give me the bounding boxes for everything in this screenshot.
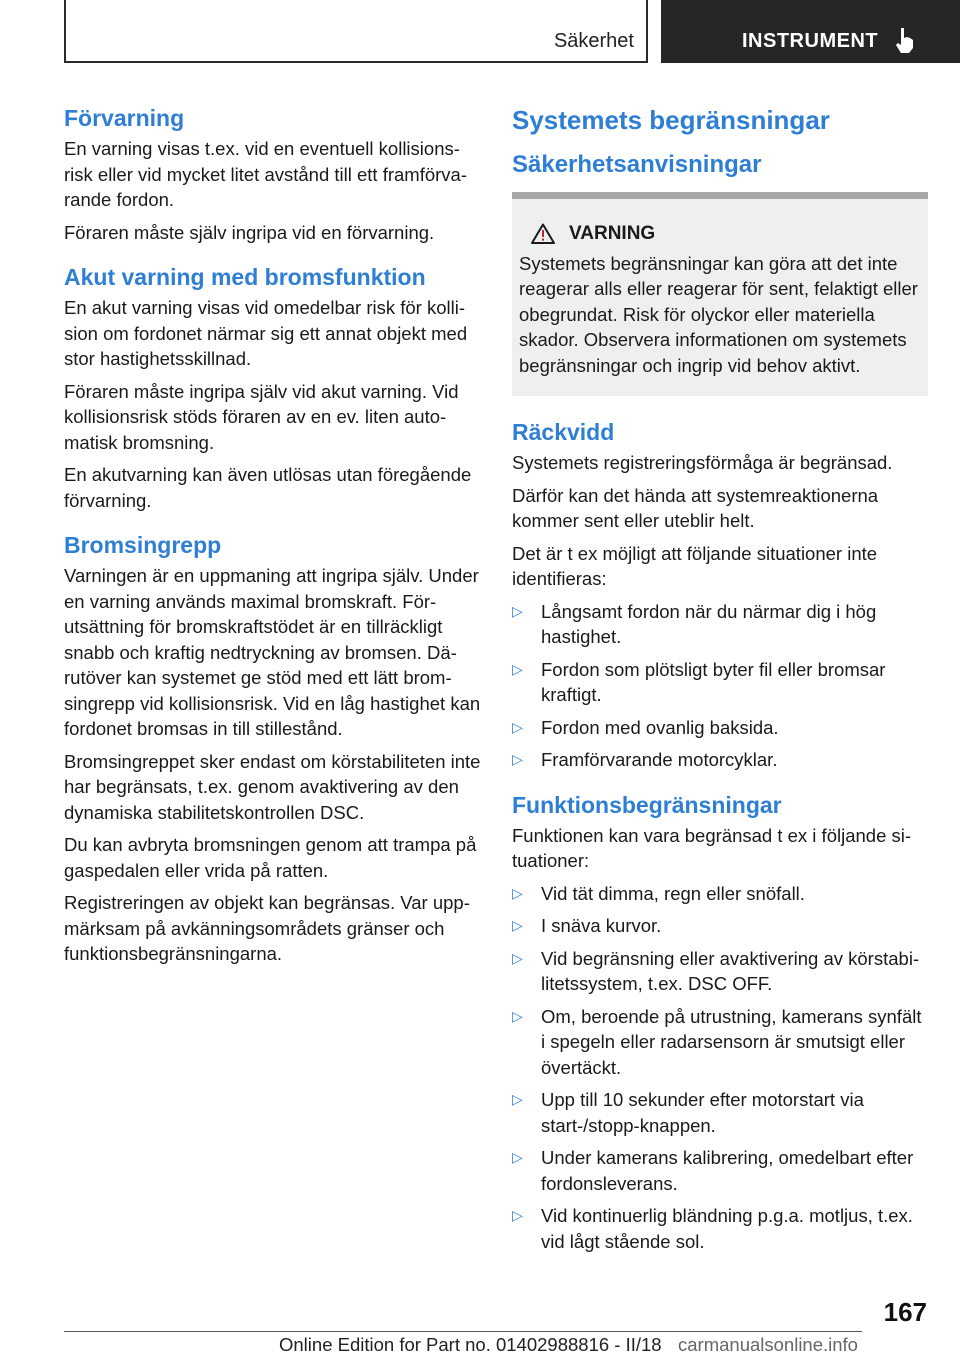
hand-touch-icon <box>894 26 916 59</box>
list-item: ▷ Vid kontinuerlig bländning p.g.a. motljus, t.ex. vid lågt stående sol. <box>512 1205 913 1252</box>
paragraph: Varningen är en uppmaning att ingripa själv. Under en varning används maximal bromskraft. Förutsättning för bromskraftstödet är en tillräckligt snabb och kraftig nedtryckning av bromsen. Därutöver kan systemet ge stöd med ett lätt bromsingrepp vid kollisionsrisk. Vid en låg hastighet kan fordonet bromsas in till stillestånd. <box>64 565 481 739</box>
list-item: ▷ Fordon med ovanlig baksida. <box>512 715 928 741</box>
bullet-icon: ▷ <box>512 1007 523 1024</box>
bullet-icon: ▷ <box>512 1091 523 1107</box>
paragraph: Bromsingreppet sker endast om körstabiliteten inte har begränsats, t.ex. genom avaktivering av den dynamiska stabilitetskontrollen DSC. <box>64 750 481 823</box>
bullet-icon: ▷ <box>512 602 523 619</box>
warning-text: Systemets begränsningar kan göra att det inte reagerar alls eller reagerar för sent, felaktigt eller obegrundat. Risk för olyckor eller materiella skador. Observera informationen om systemets begränsningar och ingrip vid behov aktivt. <box>519 252 918 376</box>
heading-sakerhetsanvisningar: Säkerhetsanvisningar <box>512 151 762 178</box>
list-item: ▷ Upp till 10 sekunder efter motorstart via start-/stopp-knappen. <box>512 1089 864 1136</box>
footer-watermark: carmanualsonline.info <box>678 1334 858 1355</box>
page-number: 167 <box>883 1297 927 1327</box>
bullet-icon: ▷ <box>512 1149 523 1165</box>
right-column <box>512 100 928 1261</box>
header-chapter-box <box>661 0 960 63</box>
header-section-box <box>64 0 648 63</box>
heading-funktionsbegransningar: Funktionsbegränsningar <box>512 791 782 818</box>
footer-edition: Online Edition for Part no. 01402988816 - II/18 <box>279 1334 662 1355</box>
list-item: ▷ I snäva kurvor. <box>512 913 928 939</box>
bullet-icon: ▷ <box>512 1207 523 1223</box>
paragraph: En akutvarning kan även utlösas utan föregående förvarning. <box>64 464 472 511</box>
paragraph: Du kan avbryta bromsningen genom att trampa på gaspedalen eller vrida på ratten. <box>64 834 477 881</box>
paragraph: Systemets registreringsförmåga är begränsad. <box>512 452 893 473</box>
list-item: ▷ Vid tät dimma, regn eller snöfall. <box>512 881 928 907</box>
heading-systemets-begransningar: Systemets begränsningar <box>512 105 830 135</box>
paragraph: En akut varning visas vid omedelbar risk för kollision om fordonet närmar sig ett annat objekt med stor hastighetsskillnad. <box>64 297 468 369</box>
paragraph: Det är t ex möjligt att följande situationer inte identifieras: <box>512 542 878 589</box>
warning-triangle-icon <box>531 223 555 244</box>
paragraph: En varning visas t.ex. vid en eventuell kollisionsrisk eller vid mycket litet avstånd till ett framförvarande fordon. <box>64 138 468 210</box>
paragraph: Föraren måste själv ingripa vid en förvarning. <box>64 221 435 243</box>
warning-box <box>512 192 928 396</box>
list-item: ▷ Om, beroende på utrustning, kamerans synfält i spegeln eller radarsensorn är smutsigt eller övertäckt. <box>512 1005 922 1078</box>
paragraph: Registreringen av objekt kan begränsas. Var uppmärksam på avkänningsområdets gränser och funktionsbegränsningarna. <box>64 892 470 964</box>
bullet-icon: ▷ <box>512 718 523 735</box>
heading-rackvidd: Räckvidd <box>512 419 615 445</box>
warning-header <box>519 221 921 247</box>
range-list <box>512 599 928 773</box>
bullet-icon: ▷ <box>512 751 523 767</box>
heading-forvarning: Förvarning <box>64 105 185 131</box>
paragraph: Funktionen kan vara begränsad t ex i följande situationer: <box>512 824 912 871</box>
list-item: ▷ Fordon som plötsligt byter fil eller bromsar kraftigt. <box>512 658 886 705</box>
bullet-icon: ▷ <box>512 949 523 966</box>
header-chapter-label: INSTRUMENT <box>742 30 879 52</box>
heading-bromsingrepp: Bromsingrepp <box>64 532 222 558</box>
paragraph: Föraren måste ingripa själv vid akut varning. Vid kollisionsrisk stöds föraren av en ev. liten automatisk bromsning. <box>64 380 459 453</box>
paragraph: Därför kan det hända att systemreaktionerna kommer sent eller uteblir helt. <box>512 484 879 531</box>
list-item: ▷ Långsamt fordon när du närmar dig i hög hastighet. <box>512 600 877 647</box>
warning-title: VARNING <box>569 223 656 244</box>
bullet-icon: ▷ <box>512 660 523 677</box>
bullet-icon: ▷ <box>512 884 523 901</box>
header-section-label: Säkerhet <box>553 30 634 52</box>
heading-akut-varning: Akut varning med bromsfunktion <box>64 264 426 290</box>
left-column <box>64 100 482 974</box>
bullet-icon: ▷ <box>512 917 523 933</box>
list-item: ▷ Under kamerans kalibrering, omedelbart efter fordonsleverans. <box>512 1147 914 1194</box>
list-item: ▷ Vid begränsning eller avaktivering av körstabilitetssystem, t.ex. DSC OFF. <box>512 947 920 994</box>
function-list <box>512 881 928 1255</box>
footer-divider <box>64 1331 862 1332</box>
list-item: ▷ Framförvarande motorcyklar. <box>512 747 928 773</box>
